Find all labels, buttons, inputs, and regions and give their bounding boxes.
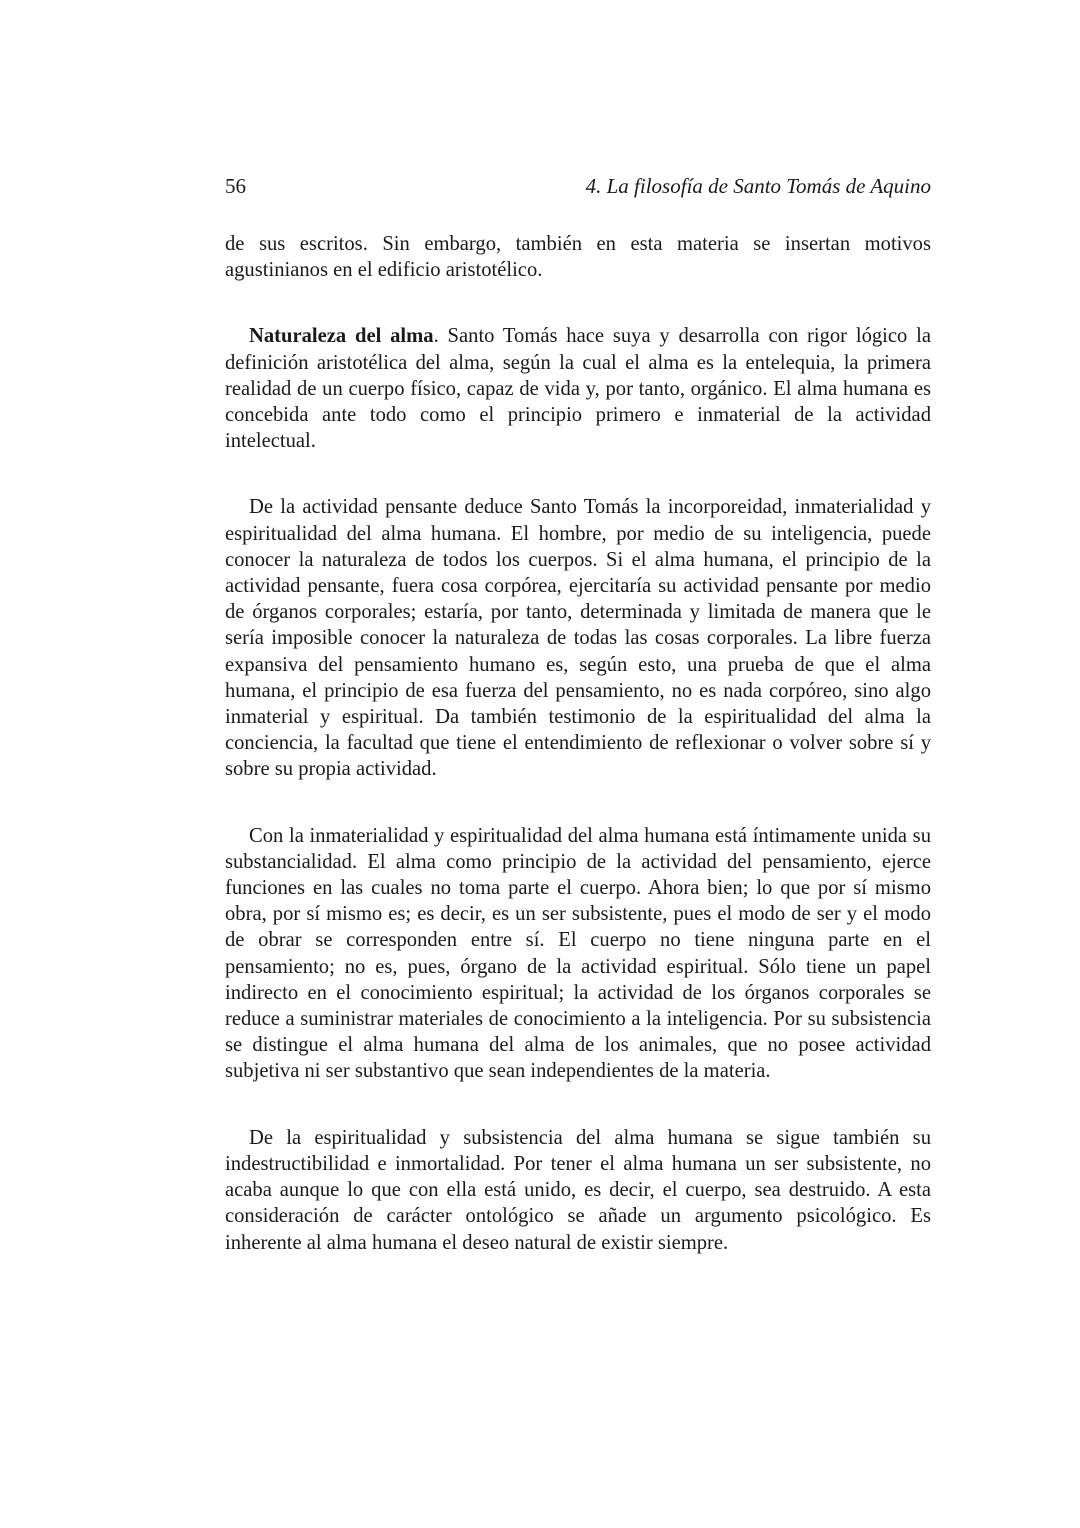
paragraph-actividad-pensante <box>225 494 931 782</box>
paragraph-text: De la actividad pensante deduce Santo Tomás la incorporeidad, inmaterialidad y espiritualidad del alma humana. El hombre, por medio de su inteligencia, puede conocer la naturaleza de todos los cuerpos. Si el alma humana, el principio de la actividad pensante, fuera cosa corpórea, ejercitaría su actividad pensante por medio de órganos corporales; estaría, por tanto, determinada y limitada de manera que le sería imposible conocer la naturaleza de todas las cosas corporales. La libre fuerza expansiva del pensamiento humano es, según esto, una prueba de que el alma humana, el principio de esa fuerza del pensamiento, no es nada corpóreo, sino algo inmaterial y espiritual. Da también testimonio de la espiritualidad del alma la conciencia, la facultad que tiene el entendimiento de reflexionar o volver sobre sí y sobre su propia actividad. <box>225 496 931 781</box>
paragraph-text: Con la inmaterialidad y espiritualidad del alma humana está íntimamente unida su substancialidad. El alma como principio de la actividad del pensamiento, ejerce funciones en las cuales no toma parte el cuerpo. Ahora bien; lo que por sí mismo obra, por sí mismo es; es decir, es un ser subsistente, pues el modo de ser y el modo de obrar se corresponden entre sí. El cuerpo no tiene ninguna parte en el pensamiento; no es, pues, órgano de la actividad espiritual. Sólo tiene un papel indirecto en el conocimiento espiritual; la actividad de los órganos corporales se reduce a suministrar materiales de conocimiento a la inteligencia. Por su subsistencia se distingue el alma humana del alma de los animales, que no posee actividad subjetiva ni ser substantivo que sean independientes de la materia. <box>225 824 931 1083</box>
paragraph-text: de sus escritos. Sin embargo, también en esta materia se insertan motivos agustinianos en el edificio aristotélico. <box>225 233 931 282</box>
paragraph-substancialidad <box>225 823 931 1085</box>
page-number: 56 <box>225 174 246 198</box>
section-heading: Naturaleza del alma <box>249 325 434 348</box>
paragraph-text: . Santo Tomás hace suya y desarrolla con rigor lógico la definición aristotélica del alma, según la cual el alma es la entelequia, la primera realidad de un cuerpo físico, capaz de vida y, por tanto, orgánico. El alma humana es concebida ante todo como el principio primero e inmaterial de la actividad intelectual. <box>225 325 931 453</box>
paragraph-text: De la espiritualidad y subsistencia del alma humana se sigue también su indestructibilidad e inmortalidad. Por tener el alma humana un ser subsistente, no acaba aunque lo que con ella está unido, es decir, el cuerpo, sea destruido. A esta consideración de carácter ontológico se añade un argumento psicológico. Es inherente al alma humana el deseo natural de existir siempre. <box>225 1126 931 1254</box>
paragraph-inmortalidad <box>225 1125 931 1256</box>
paragraph-naturaleza-del-alma <box>225 323 931 454</box>
body-text <box>225 231 931 1296</box>
paragraph-continuation <box>225 231 931 283</box>
page-header <box>225 174 931 204</box>
running-title: 4. La filosofía de Santo Tomás de Aquino <box>585 174 931 198</box>
